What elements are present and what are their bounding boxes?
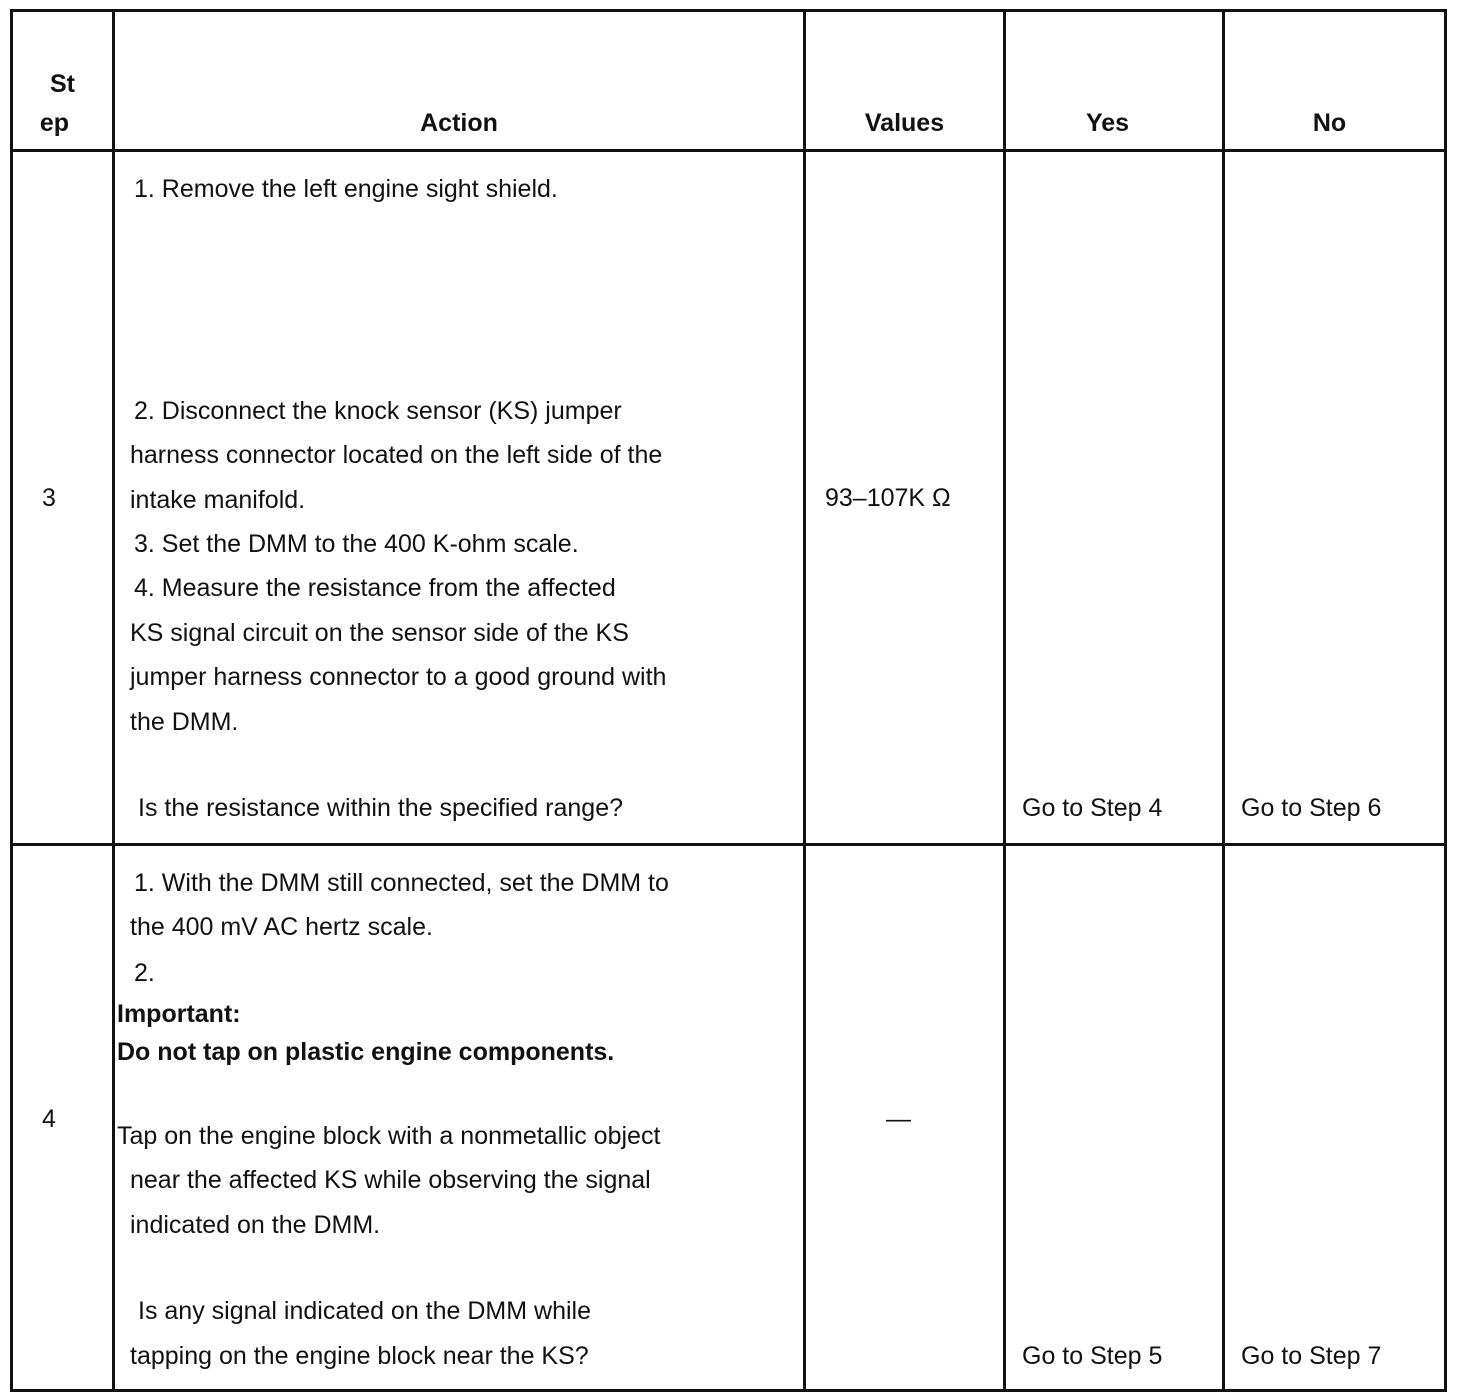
action-line: KS signal circuit on the sensor side of the KS [130,619,629,647]
header-values: Values [864,109,945,137]
table-border-left [10,9,13,1392]
col-divider-yes [1003,9,1006,1392]
action-line: the DMM. [130,708,239,736]
table-border-top [10,9,1447,12]
yes-outcome: Go to Step 5 [1022,1342,1163,1370]
action-line: 2. [134,959,155,987]
col-divider-values [803,9,806,1392]
spec-value: 93–107K Ω [825,484,951,512]
action-line: 4. Measure the resistance from the affected [134,574,616,602]
table-border-right [1444,9,1447,1392]
col-divider-no [1222,9,1225,1392]
action-line: jumper harness connector to a good ground with [130,663,667,691]
no-outcome: Go to Step 7 [1241,1342,1382,1370]
action-line: 2. Disconnect the knock sensor (KS) jumper [134,397,622,425]
row-divider [10,843,1447,846]
important-note: Do not tap on plastic engine components. [117,1038,615,1066]
action-line: harness connector located on the left side of the [130,441,663,469]
action-line: 1. With the DMM still connected, set the DMM to [134,869,669,897]
action-line: near the affected KS while observing the signal [130,1166,651,1194]
important-label: Important: [117,1000,241,1028]
action-line: Tap on the engine block with a nonmetallic object [117,1122,661,1150]
col-divider-action [112,9,115,1392]
header-no: No [1312,109,1347,137]
header-step-line2: ep [39,109,70,137]
action-line: indicated on the DMM. [130,1211,381,1239]
table-border-bottom [10,1389,1447,1392]
yes-outcome: Go to Step 4 [1022,794,1163,822]
header-divider [10,149,1447,152]
step-number: 4 [42,1105,56,1133]
no-outcome: Go to Step 6 [1241,794,1382,822]
header-step-line1: St [50,70,75,98]
step-number: 3 [42,484,56,512]
header-action: Action [420,109,498,137]
action-question: Is the resistance within the specified range? [138,794,623,822]
action-question: Is any signal indicated on the DMM while [138,1297,592,1325]
action-line: the 400 mV AC hertz scale. [130,913,433,941]
action-question: tapping on the engine block near the KS? [130,1342,589,1370]
action-line: intake manifold. [130,486,306,514]
action-line: 3. Set the DMM to the 400 K-ohm scale. [134,530,579,558]
header-yes: Yes [1085,109,1130,137]
spec-value: — [886,1105,911,1133]
action-line: 1. Remove the left engine sight shield. [134,175,558,203]
